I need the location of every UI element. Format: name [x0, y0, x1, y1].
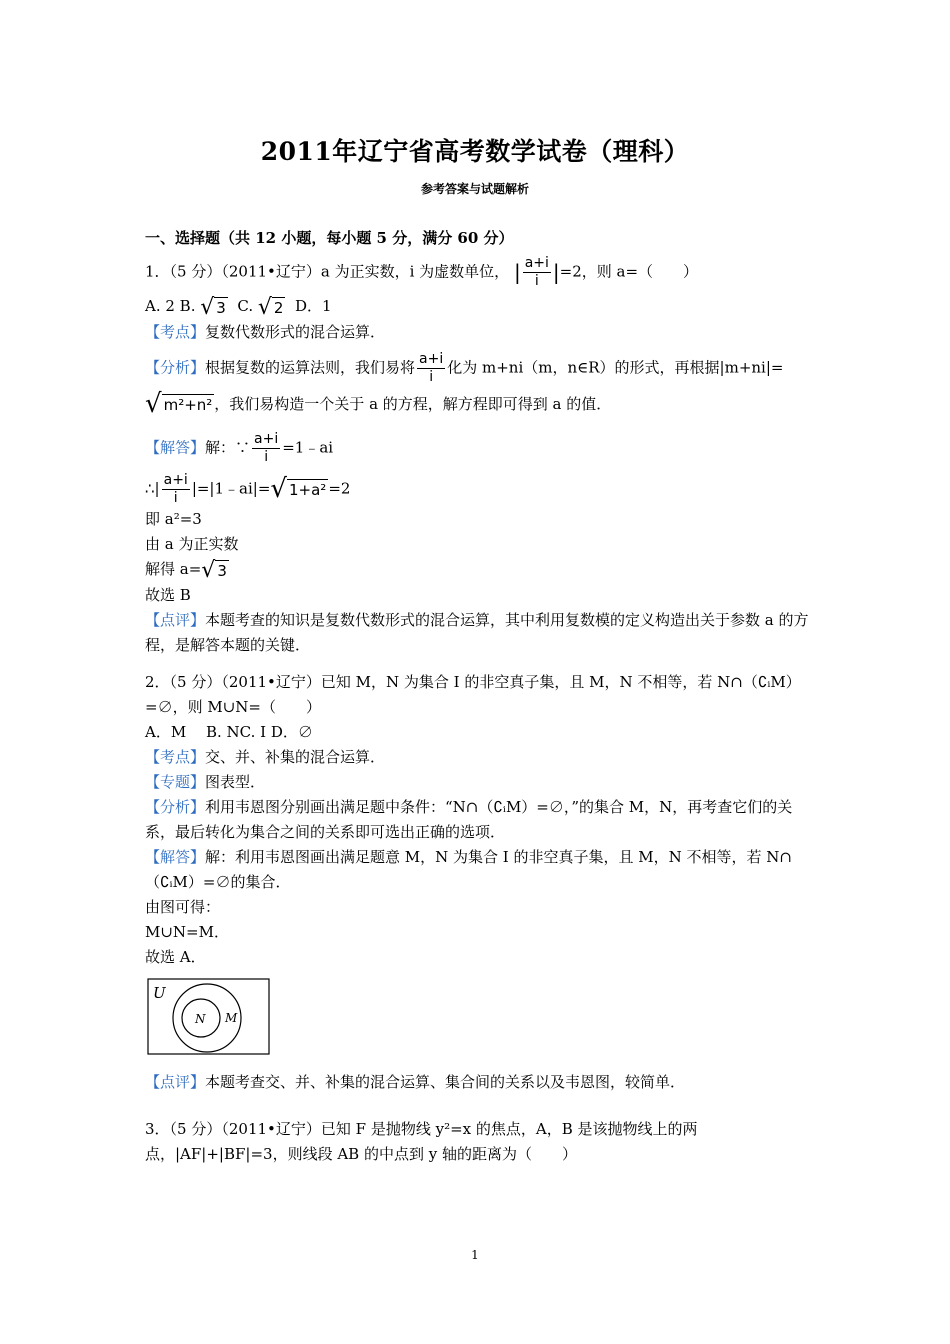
venn-label-m: M — [225, 1010, 238, 1025]
q1-step2: ∴| $\frac{a+i}{i}$ |=|1﹣ai|=√ 1+a² =2 — [145, 472, 351, 506]
page-number: 1 — [471, 1248, 479, 1262]
q2-jieda: 【解答】解：利用韦恩图画出满足题意 M，N 为集合 I 的非空真子集，且 M，N 不相等，若 N∩ （∁ᵢM）=∅的集合． — [145, 847, 792, 891]
q1-step4: 由 a 为正实数 — [145, 535, 239, 553]
q2-step4: 故选 A． — [145, 947, 206, 966]
q2-kaodian: 【考点】交、并、补集的混合运算． — [145, 747, 386, 766]
q2-stem: 2．（5 分）（2011•辽宁）已知 M，N 为集合 I 的非空真子集，且 M，N 不相等，若 N∩（∁ᵢM）=∅，则 M∪N=（ ） — [145, 672, 801, 716]
q1-step6: 故选 B — [145, 585, 191, 604]
q1-options: A. 2 B. √ 3 C. √ 2 D．1 — [145, 294, 332, 320]
q1-fenxi: 【分析】根据复数的运算法则，我们易将 $\frac{a+i}{i}$ 化为 m+ni（m，n∈R）的形式，再根据|m+ni|= — [145, 350, 784, 385]
q3-stem: 3．（5 分）（2011•辽宁）已知 F 是抛物线 y²=x 的焦点，A，B 是该抛物线上的两点，|AF|+|BF|=3，则线段 AB 的中点到 y 轴的距离为（ ） — [145, 1119, 698, 1163]
q2-options: A．M B. NC. I D．∅ — [145, 722, 313, 741]
q1-fenxi-cont: √ m²+n² ，我们易构造一个关于 a 的方程，解方程即可得到 a 的值． — [145, 389, 612, 419]
sqrt-1-a2: √ 1+a² — [270, 474, 327, 504]
page-subtitle: 参考答案与试题解析 — [420, 182, 529, 196]
q1-dianping: 【点评】本题考查的知识是复数代数形式的混合运算，其中利用复数模的定义构造出关于参数 a 的方程，是解答本题的关键． — [145, 610, 809, 654]
sqrt-m2-n2: √ m²+n² — [145, 389, 213, 419]
venn-universe-rect — [148, 979, 269, 1054]
q2-step2: 由图可得： — [145, 897, 221, 916]
q1-jieda: 【解答】解：∵ $\frac{a+i}{i}$ =1﹣ai — [145, 431, 334, 465]
venn-diagram-svg — [147, 978, 271, 1056]
q2-fenxi: 【分析】利用韦恩图分别画出满足题中条件：“N∩（∁ᵢM）=∅，”的集合 M，N，再考查它们的关系，最后转化为集合之间的关系即可选出正确的选项． — [145, 797, 793, 841]
q2-step3: M∪N=M． — [145, 922, 229, 941]
q1-step5: 解得 a=√ 3 — [145, 557, 227, 583]
q1-kaodian: 【考点】复数代数形式的混合运算． — [145, 322, 386, 341]
venn-label-n: N — [195, 1011, 206, 1026]
q2-zhuanti: 【专题】图表型． — [145, 772, 266, 791]
q1-step3: 即 a²=3 — [145, 510, 202, 528]
sqrt-3: √ 3 — [200, 294, 226, 320]
page-title: 2011年辽宁省高考数学试卷（理科） — [260, 137, 690, 166]
page-content — [145, 226, 810, 1167]
q2-dianping: 【点评】本题考查交、并、补集的混合运算、集合间的关系以及韦恩图，较简单． — [145, 1072, 686, 1091]
q1-fraction: $\frac{a+i}{i}$ — [524, 255, 549, 289]
venn-label-u: U — [153, 983, 166, 1002]
section-heading: 一、选择题（共 12 小题，每小题 5 分，满分 60 分） — [145, 229, 514, 247]
q1-stem: 1．（5 分）（2011•辽宁）a 为正实数，i 为虚数单位， | $\frac{a+i}{i}$ |=2，则 a=（ ） — [145, 255, 699, 289]
sqrt-2: √ 2 — [257, 294, 284, 320]
venn-diagram — [147, 978, 810, 1064]
